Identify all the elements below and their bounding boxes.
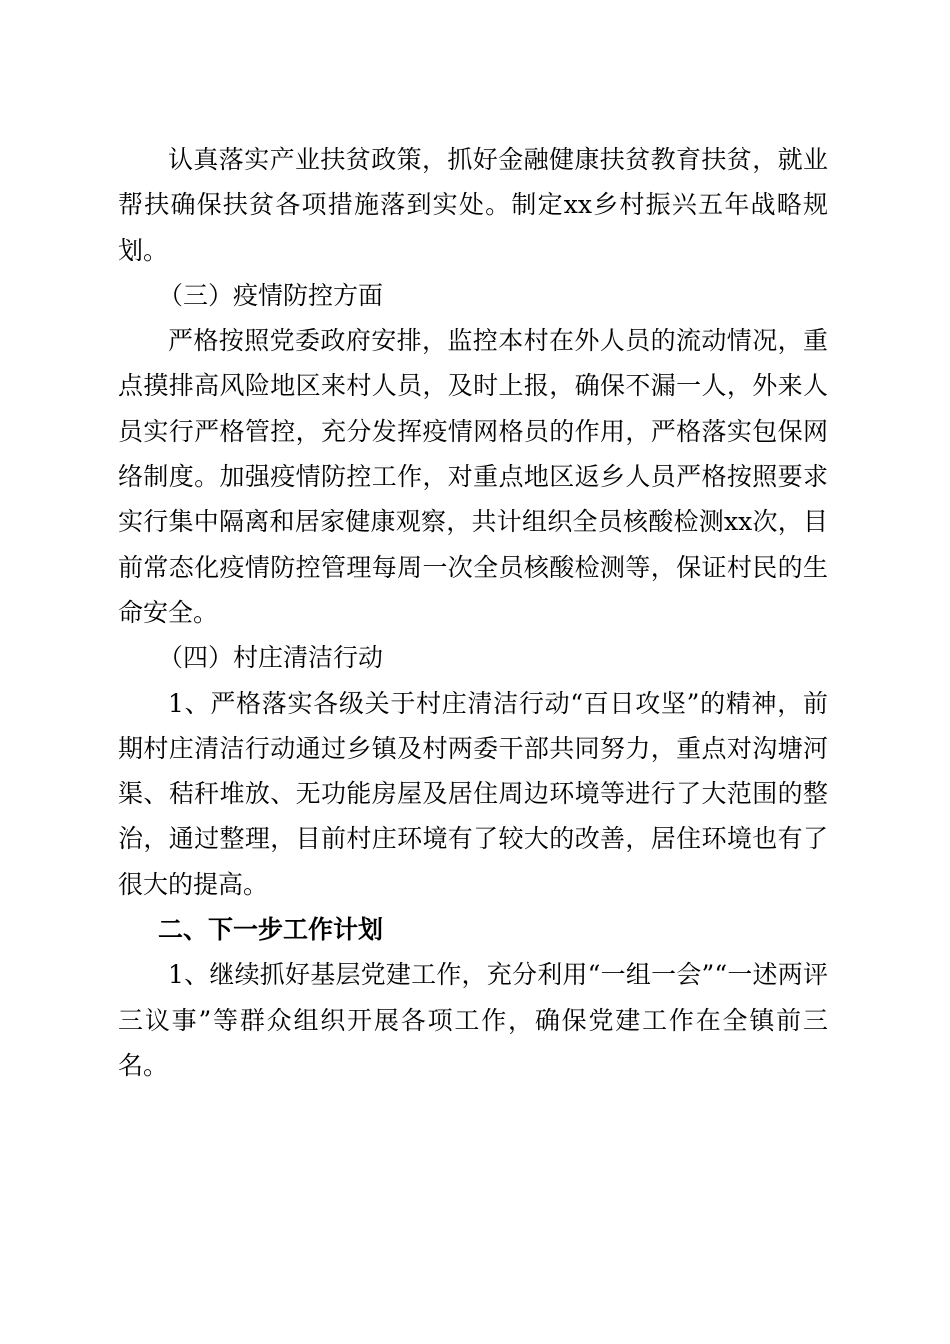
heading-epidemic-control: （三）疫情防控方面 — [158, 280, 384, 310]
heading-village-cleaning: （四）村庄清洁行动 — [158, 643, 384, 673]
heading-next-steps: 二、下一步工作计划 — [158, 915, 384, 945]
document-body — [118, 137, 828, 1088]
paragraph-party-building: 1、继续抓好基层党建工作，充分利用“一组一会”“一述两评三议事”等群众组织开展各项工作，确保党建工作在全镇前三名。 — [118, 960, 828, 1080]
paragraph-poverty-policy: 认真落实产业扶贫政策，抓好金融健康扶贫教育扶贫，就业帮扶确保扶贫各项措施落到实处。制定xx乡村振兴五年战略规划。 — [118, 145, 828, 265]
paragraph-epidemic-control: 严格按照党委政府安排，监控本村在外人员的流动情况，重点摸排高风险地区来村人员，及时上报，确保不漏一人，外来人员实行严格管控，充分发挥疫情网格员的作用，严格落实包保网络制度。加强疫情防控工作，对重点地区返乡人员严格按照要求实行集中隔离和居家健康观察，共计组织全员核酸检测xx次，目前常态化疫情防控管理每周一次全员核酸检测等，保证村民的生命安全。 — [118, 326, 828, 627]
paragraph-village-cleaning: 1、严格落实各级关于村庄清洁行动“百日攻坚”的精神，前期村庄清洁行动通过乡镇及村两委干部共同努力，重点对沟塘河渠、秸秆堆放、无功能房屋及居住周边环境等进行了大范围的整治，通过整理，目前村庄环境有了较大的改善，居住环境也有了很大的提高。 — [118, 688, 828, 899]
